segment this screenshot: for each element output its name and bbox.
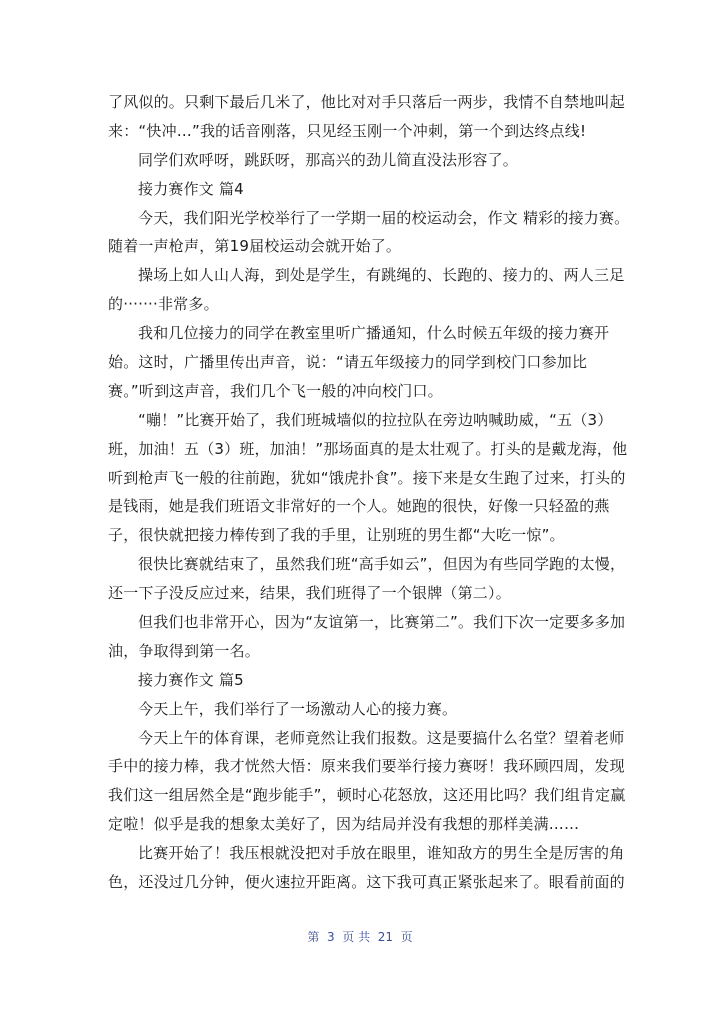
text-line: 听到枪声飞一般的往前跑，犹如“饿虎扑食”。接下来是女生跑了过来，打头的	[108, 468, 626, 487]
text-line: 同学们欢呼呀，跳跃呀，那高兴的劲儿简直没法形容了。	[138, 150, 519, 169]
text-line: 今天上午，我们举行了一场激动人心的接力赛。	[138, 699, 458, 718]
page-number-footer: 第 3 页 共 21 页	[307, 930, 413, 944]
section-heading: 接力赛作文 篇5	[138, 670, 244, 689]
text-line: 比赛开始了！我压根就没把对手放在眼里，谁知敌方的男生全是厉害的角	[138, 844, 625, 863]
section-heading: 接力赛作文 篇4	[138, 179, 244, 198]
text-line: 但我们也非常开心，因为“友谊第一，比赛第二”。我们下次一定要多多加	[138, 613, 626, 632]
text-line: 油，争取得到第一名。	[108, 641, 261, 660]
text-line: 手中的接力棒，我才恍然大悟：原来我们要举行接力赛呀！我环顾四周，发现	[108, 757, 625, 776]
text-line: 操场上如人山人海，到处是学生，有跳绳的、长跑的、接力的、两人三足	[138, 266, 625, 285]
document-body	[108, 88, 630, 897]
text-line: 赛。”听到这声音，我们几个飞一般的冲向校门口。	[108, 381, 443, 400]
text-line: 我们这一组居然全是“跑步能手”，顿时心花怒放，这还用比吗？我们组肯定赢	[108, 786, 626, 805]
text-line: 始。这时，广播里传出声音，说：“请五年级接力的同学到校门口参加比	[108, 353, 588, 372]
text-line: “嘣！”比赛开始了，我们班城墙似的拉拉队在旁边呐喊助威，“五（3）	[138, 410, 613, 429]
text-line: 还一下子没反应过来，结果，我们班得了一个银牌（第二）。	[108, 584, 511, 603]
text-line: 定啦！似乎是我的想象太美好了，因为结局并没有我想的那样美满……	[108, 815, 580, 834]
text-line: 色，还没过几分钟，便火速拉开距离。这下我可真正紧张起来了。眼看前面的	[108, 873, 625, 892]
text-line: 今天上午的体育课，老师竟然让我们报数。这是要搞什么名堂？望着老师	[138, 728, 625, 747]
text-line: 子，很快就把接力棒传到了我的手里，让别班的男生都“大吃一惊”。	[108, 526, 565, 545]
text-line: 班，加油！五（3）班，加油！”那场面真的是太壮观了。打头的是戴龙海，他	[108, 439, 628, 458]
text-line: 我和几位接力的同学在教室里听广播通知，什么时候五年级的接力赛开	[138, 324, 610, 343]
text-line: 很快比赛就结束了，虽然我们班“高手如云”，但因为有些同学跑的太慢，	[138, 555, 626, 574]
text-line: 随着一声枪声，第19届校运动会就开始了。	[108, 237, 402, 256]
text-line: 今天，我们阳光学校举行了一学期一届的校运动会，作文 精彩的接力赛。	[138, 208, 630, 227]
text-line: 来：“快冲…”我的话音刚落，只见经玉刚一个冲刺，第一个到达终点线!	[108, 121, 587, 140]
text-line: 是钱雨，她是我们班语文非常好的一个人。她跑的很快，好像一只轻盈的燕	[108, 497, 610, 516]
text-line: 了风似的。只剩下最后几米了，他比对对手只落后一两步，我情不自禁地叫起	[108, 93, 625, 111]
text-line: 的·······非常多。	[108, 295, 219, 314]
